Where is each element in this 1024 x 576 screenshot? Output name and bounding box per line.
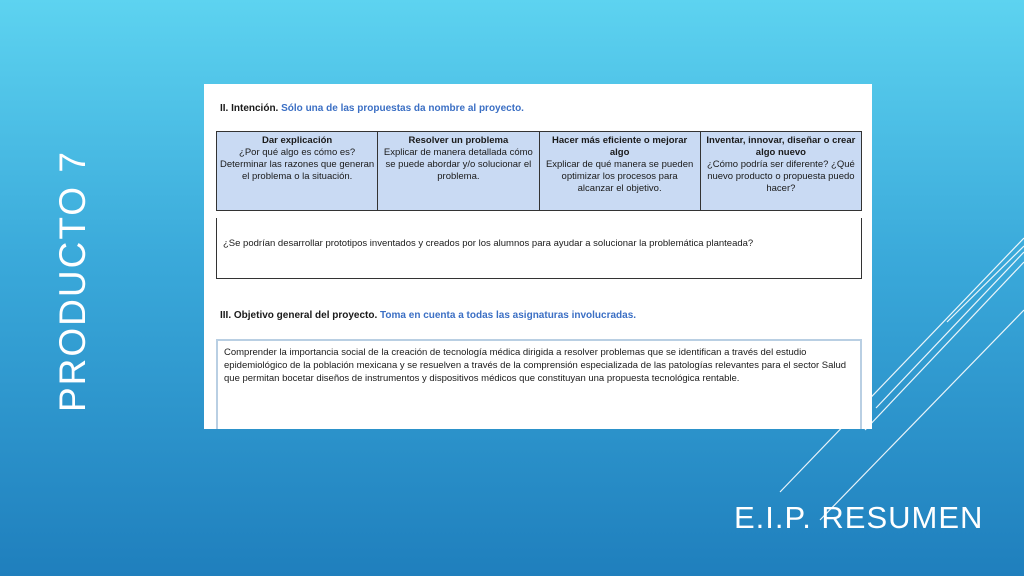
intent-body: Explicar de qué manera se pueden optimizar los procesos para alcanzar el objetivo. (545, 158, 694, 194)
intent-body: Explicar de manera detallada cómo se puede abordar y/o solucionar el problema. (383, 146, 533, 182)
intent-heading: Resolver un problema (408, 135, 509, 146)
slide-subtitle: E.I.P. RESUMEN (734, 500, 984, 535)
objective-box (216, 339, 862, 429)
table-row (217, 132, 862, 211)
intent-table (216, 131, 862, 211)
intent-answer-box (216, 218, 862, 279)
intent-cell (539, 132, 700, 211)
intent-answer-text: ¿Se podrían desarrollar prototipos inventados y creados por los alumnos para ayudar a solucionar la problemática planteada? (223, 238, 754, 249)
intent-heading: Dar explicación (262, 135, 333, 146)
intent-cell (700, 132, 861, 211)
intent-body: ¿Cómo podría ser diferente? ¿Qué nuevo producto o propuesta puedo hacer? (706, 158, 855, 194)
section-intencion-heading (220, 103, 524, 114)
section-hint: Sólo una de las propuestas da nombre al proyecto. (281, 103, 524, 114)
intent-heading: Hacer más eficiente o mejorar algo (552, 135, 688, 158)
section-hint: Toma en cuenta a todas las asignaturas involucradas. (380, 310, 637, 321)
section-label: III. Objetivo general del proyecto. (220, 310, 378, 321)
objective-text: Comprender la importancia social de la creación de tecnología médica dirigida a resolver problemas que se identifican a través del estudio epidemiológico de la población mexicana y se resuelven a través de la comprensión especializada de las patologías relevantes para el sector Salud que permitan bocetar diseños de instrumentos y dispositivos médicos que constituyan una propuesta tecnológica rentable. (224, 347, 847, 384)
intent-heading: Inventar, innovar, diseñar o crear algo nuevo (706, 135, 856, 158)
section-label: II. Intención. (220, 103, 279, 114)
intent-cell (378, 132, 539, 211)
document-screenshot (204, 84, 872, 429)
intent-body: ¿Por qué algo es cómo es? Determinar las razones que generan el problema o la situación. (220, 146, 375, 182)
slide-vertical-title: PRODUCTO 7 (52, 150, 93, 412)
intent-cell (217, 132, 378, 211)
section-objetivo-heading (220, 310, 636, 321)
